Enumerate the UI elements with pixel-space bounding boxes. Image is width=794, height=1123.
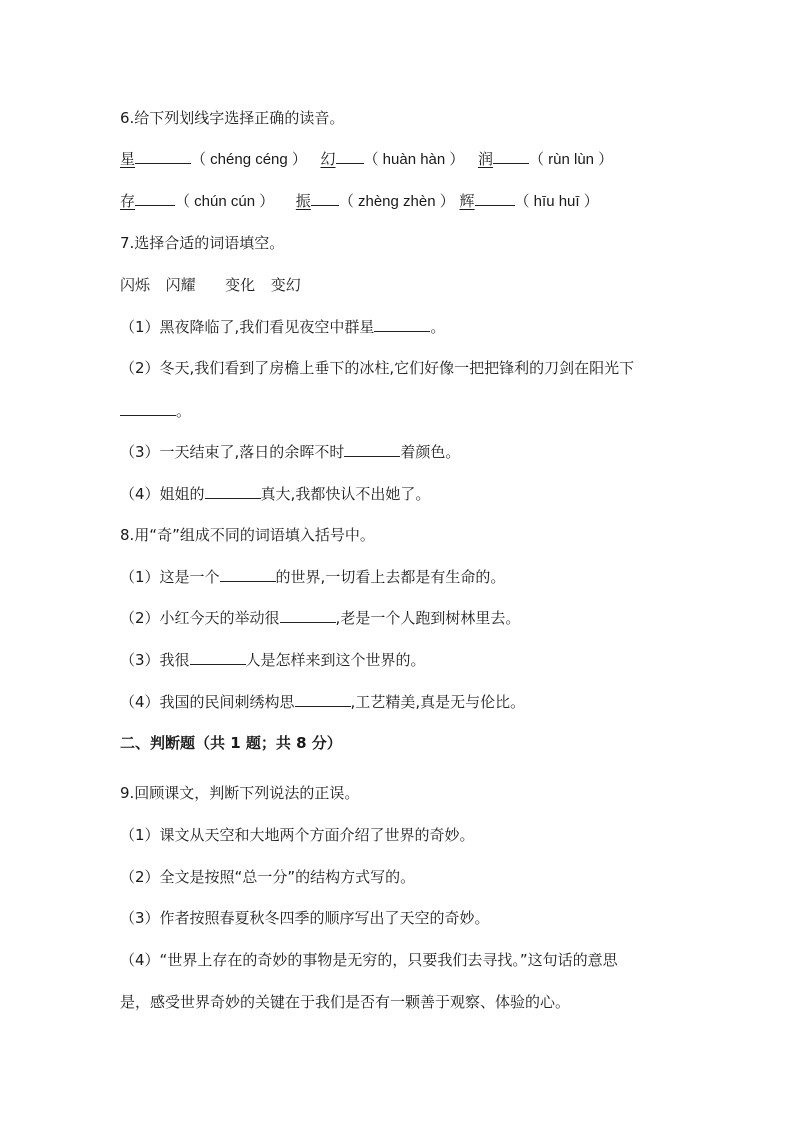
q9-statement-1: （1）课文从天空和大地两个方面介绍了世界的奇妙。 [120,826,475,844]
answer-blank[interactable] [374,317,430,332]
q6-char: 振 [295,192,311,210]
word-option: 闪耀 [165,276,196,294]
word-option: 闪烁 [120,276,151,294]
word-option: 变幻 [270,276,301,294]
answer-blank[interactable] [135,149,191,164]
q9-title: 9.回顾课文，判断下列说法的正误。 [120,784,360,802]
answer-blank[interactable] [135,191,175,206]
sentence-text: 。 [430,318,446,336]
sentence-text: 。 [176,402,192,420]
answer-blank[interactable] [344,442,400,457]
q6-row-1 [120,148,613,171]
q6-char: 星 [120,150,136,168]
q9-statement-4-cont: 是，感受世界奇妙的关键在于我们是否有一颗善于观察、体验的心。 [120,993,571,1011]
q6-pinyin: （ chún cún ） [175,193,275,210]
q6-pinyin: （ chéng céng ） [191,151,307,168]
q7-sentence-4 [120,483,430,505]
sentence-text: ,老是一个人跑到树林里去。 [335,609,521,627]
q8-sentence-2 [120,607,520,629]
sentence-text: 真大,我都快认不出她了。 [260,485,431,503]
sentence-text: ,工艺精美,真是无与伦比。 [350,693,526,711]
answer-blank[interactable] [205,484,261,499]
answer-blank[interactable] [311,191,339,206]
sentence-text: （3）一天结束了,落日的余晖不时 [120,443,345,461]
sentence-text: 着颜色。 [400,443,461,461]
answer-blank[interactable] [336,149,364,164]
answer-blank[interactable] [475,191,515,206]
q7-title: 7.选择合适的词语填空。 [120,234,285,252]
q8-sentence-1 [120,566,505,588]
answer-blank[interactable] [295,692,351,707]
q8-sentence-3 [120,649,426,671]
q8-title: 8.用“奇”组成不同的词语填入括号中。 [120,526,375,544]
q9-statement-2: （2）全文是按照“总一分”的结构方式写的。 [120,868,416,886]
q6-pinyin: （ huàn hàn ） [363,151,465,168]
q6-pinyin: （ rùn lùn ） [528,151,614,168]
q7-word-bank [120,274,301,296]
sentence-text: （1）这是一个 [120,568,220,586]
q9-statement-3: （3）作者按照春夏秋冬四季的顺序写出了天空的奇妙。 [120,909,490,927]
q7-sentence-3 [120,441,460,463]
answer-blank[interactable] [120,401,176,416]
q7-sentence-2-cont [120,400,191,422]
q8-sentence-4 [120,691,525,713]
sentence-text: （4）我国的民间刺绣构思 [120,693,295,711]
q7-sentence-1 [120,316,445,338]
sentence-text: （2）小红今天的举动很 [120,609,280,627]
section-heading: 二、判断题（共 1 题；共 8 分） [120,734,342,752]
q9-statement-4: （4）“世界上存在的奇妙的事物是无穷的，只要我们去寻找。”这句话的意思 [120,951,618,969]
answer-blank[interactable] [220,567,276,582]
q7-sentence-2 [120,357,634,379]
answer-blank[interactable] [190,650,246,665]
sentence-text: 人是怎样来到这个世界的。 [245,651,426,669]
q6-pinyin: （ hīu huī ） [514,193,599,210]
q6-char: 辉 [459,192,475,210]
answer-blank[interactable] [493,149,529,164]
sentence-text: （2）冬天,我们看到了房檐上垂下的冰柱,它们好像一把把锋利的刀剑在阳光下 [120,359,635,377]
q6-char: 幻 [320,150,336,168]
q6-row-2 [120,190,599,213]
sentence-text: （4）姐姐的 [120,485,205,503]
q6-char: 存 [120,192,136,210]
q6-char: 润 [477,150,493,168]
sentence-text: 的世界,一切看上去都是有生命的。 [275,568,506,586]
sentence-text: （3）我很 [120,651,190,669]
word-option: 变化 [225,276,256,294]
q6-pinyin: （ zhèng zhèn ） [338,193,455,210]
sentence-text: （1）黑夜降临了,我们看见夜空中群星 [120,318,375,336]
answer-blank[interactable] [280,608,336,623]
q6-title: 6.给下列划线字选择正确的读音。 [120,109,345,127]
